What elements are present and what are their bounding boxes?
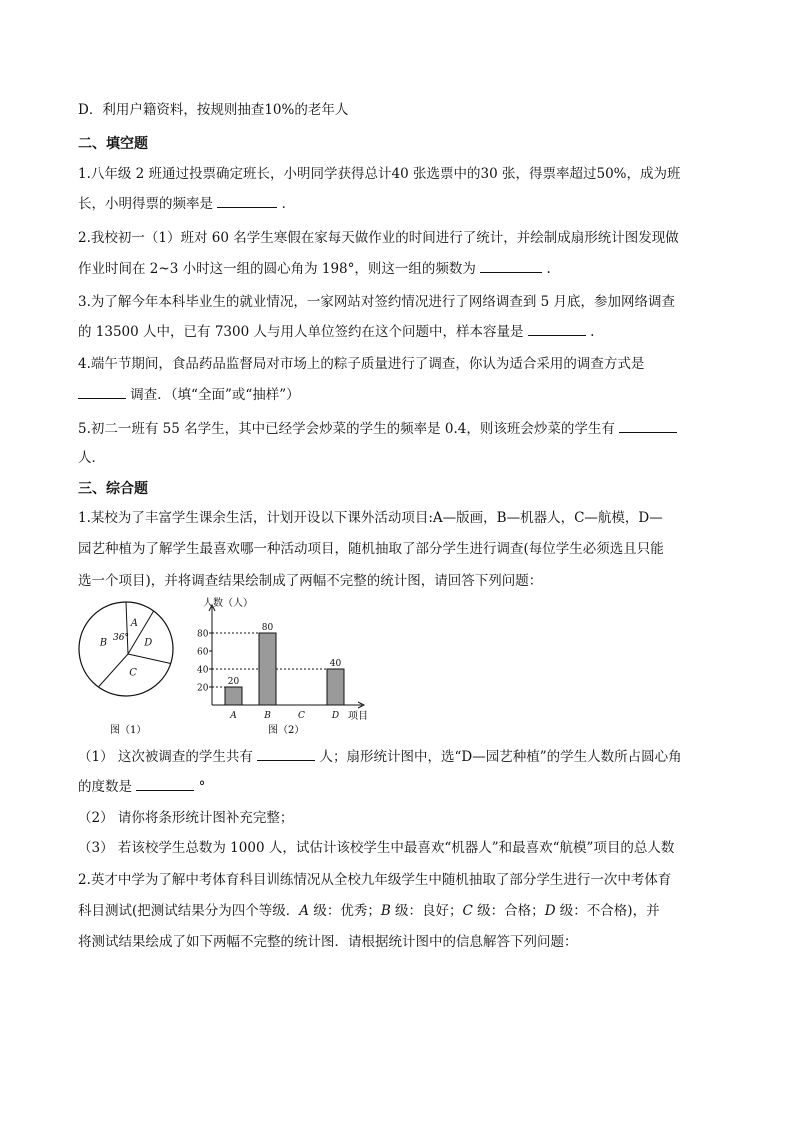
answer-blank-sub1a[interactable] <box>257 746 315 761</box>
bar-data-label-a: 20 <box>227 677 240 687</box>
q3-2-text-e: 级：不合格)，并 <box>555 903 660 919</box>
q2-3-line1: 3.为了解今年本科毕业生的就业情况，一家网站对签约情况进行了网络调查到 5 月底，参加网络调查 <box>78 294 676 310</box>
grade-a: A <box>299 903 310 919</box>
q2-2-end: . <box>546 261 551 277</box>
pie-slice-label-c: C <box>129 667 137 679</box>
q3-1-line2: 园艺种植为了解学生最喜欢哪一种活动项目，随机抽取了部分学生进行调查(每位学生必须选且只能 <box>78 541 664 557</box>
option-d: D．利用户籍资料，按规则抽查10%的老年人 <box>78 102 349 118</box>
bar-d <box>327 669 344 705</box>
x-category-label-b: B <box>264 711 271 721</box>
q2-1-end: ． <box>281 196 296 212</box>
bar-data-label-d: 40 <box>329 659 342 669</box>
q2-5-line2: 人． <box>78 450 105 466</box>
q3-2-line1: 2.英才中学为了解中考体育科目训练情况从全校九年级学生中随机抽取了部分学生进行一次中考体育 <box>78 872 672 888</box>
section-fill-in-heading: 二、填空题 <box>78 136 148 152</box>
pie-slice-boundary <box>128 654 171 664</box>
q2-3-end: . <box>590 324 595 340</box>
q3-2-line2 <box>78 901 660 921</box>
q2-5-text: 5.初二一班有 55 名学生，其中已经学会炒菜的学生的频率是 0.4，则该班会炒菜的学生有 <box>78 421 615 437</box>
q2-1-text: 长，小明得票的频率是 <box>78 196 213 212</box>
pie-slice-boundary <box>98 654 128 687</box>
grade-d: D <box>544 903 556 919</box>
q2-1-line1: 1.八年级 2 班通过投票确定班长，小明同学获得总计40 张选票中的30 张，得票率超过50%，成为班 <box>78 166 681 182</box>
y-tick-label: 80 <box>197 629 209 640</box>
figures <box>0 590 794 740</box>
q2-4-line1: 4.端午节期间，食品药品监督局对市场上的粽子质量进行了调查，你认为适合采用的调查方式是 <box>78 356 645 372</box>
q3-1-sub2: （2） 请你将条形统计图补充完整； <box>78 810 294 826</box>
bar-a <box>225 687 242 705</box>
section-comprehensive-heading: 三、综合题 <box>78 481 148 497</box>
q3-1-sub1-line2 <box>78 776 205 796</box>
pie-slice-label-b: B <box>99 637 108 649</box>
q3-1-line1: 1.某校为了丰富学生课余生活，计划开设以下课外活动项目:A—版画，B—机器人，C—航模，D— <box>78 510 663 526</box>
q3-2-text-b: 级：优秀； <box>309 903 381 919</box>
q2-5-line1 <box>78 418 677 438</box>
bar-data-label-b: 80 <box>261 623 274 633</box>
pie-caption: 图（1） <box>110 725 147 736</box>
pie-slice-label-d: D <box>144 637 153 649</box>
answer-blank-q2-3[interactable] <box>528 321 586 336</box>
q2-4-text: 调查．（填“全面”或“抽样”） <box>130 387 300 403</box>
q3-1-sub1-line1 <box>78 746 682 766</box>
q3-2-text-c: 级：良好； <box>390 903 463 919</box>
pie-slice-label-a: A <box>130 618 138 630</box>
q2-2-line2 <box>78 258 551 278</box>
bar-b <box>259 633 276 705</box>
bar-chart-xlabel: 项目 <box>348 711 368 722</box>
pie-slice-boundary <box>126 602 128 654</box>
y-tick-label: 20 <box>197 683 209 694</box>
sub1b-degree: ° <box>198 779 206 795</box>
bar-chart <box>197 596 368 736</box>
q2-2-line1: 2.我校初一（1）班对 60 名学生寒假在家每天做作业的时间进行了统计，并绘制成扇形统计图发现做 <box>78 230 679 246</box>
pie-outline <box>79 602 173 696</box>
answer-blank-sub1b[interactable] <box>136 776 194 791</box>
answer-blank-q2-5[interactable] <box>619 418 677 433</box>
x-category-label-a: A <box>230 711 237 721</box>
q2-2-text: 作业时间在 2~3 小时这一组的圆心角为 198°，则这一组的频数为 <box>78 261 476 277</box>
sub1-text-mid: 人；扇形统计图中，选“D—园艺种植”的学生人数所占圆心角 <box>319 749 682 765</box>
y-tick-label: 40 <box>197 665 209 676</box>
q3-2-line3: 将测试结果绘成了如下两幅不完整的统计图．请根据统计图中的信息解答下列问题： <box>78 934 578 950</box>
q3-1-sub3: （3） 若该校学生总数为 1000 人，试估计该校学生中最喜欢“机器人”和最喜欢“航模”项目的总人数 <box>78 840 675 856</box>
bar-chart-ylabel: 人数（人） <box>203 598 253 609</box>
answer-blank-q2-2[interactable] <box>480 258 542 273</box>
pie-angle-annotation: 36° <box>113 633 129 643</box>
bar-chart-caption: 图（2） <box>268 725 305 736</box>
q3-2-text-d: 级：合格； <box>472 903 545 919</box>
q2-4-line2 <box>78 384 300 404</box>
y-tick-label: 60 <box>197 647 209 658</box>
q3-2-text-a: 科目测试(把测试结果分为四个等级． <box>78 903 300 919</box>
q2-3-line2 <box>78 321 594 341</box>
sub1b-text: 的度数是 <box>78 779 132 795</box>
q3-1-line3: 选一个项目)，并将调查结果绘制成了两幅不完整的统计图，请回答下列问题： <box>78 573 543 589</box>
grade-b: B <box>380 903 391 919</box>
q2-3-text: 的 13500 人中，已有 7300 人与用人单位签约在这个问题中，样本容量是 <box>78 324 524 340</box>
q2-1-line2 <box>78 193 295 213</box>
answer-blank-q2-4[interactable] <box>78 384 126 399</box>
x-category-label-d: D <box>331 711 340 721</box>
grade-c: C <box>462 903 473 919</box>
x-category-label-c: C <box>298 711 305 721</box>
answer-blank-q2-1[interactable] <box>217 193 277 208</box>
pie-chart <box>79 602 173 736</box>
sub1-text: （1） 这次被调查的学生共有 <box>78 749 253 765</box>
